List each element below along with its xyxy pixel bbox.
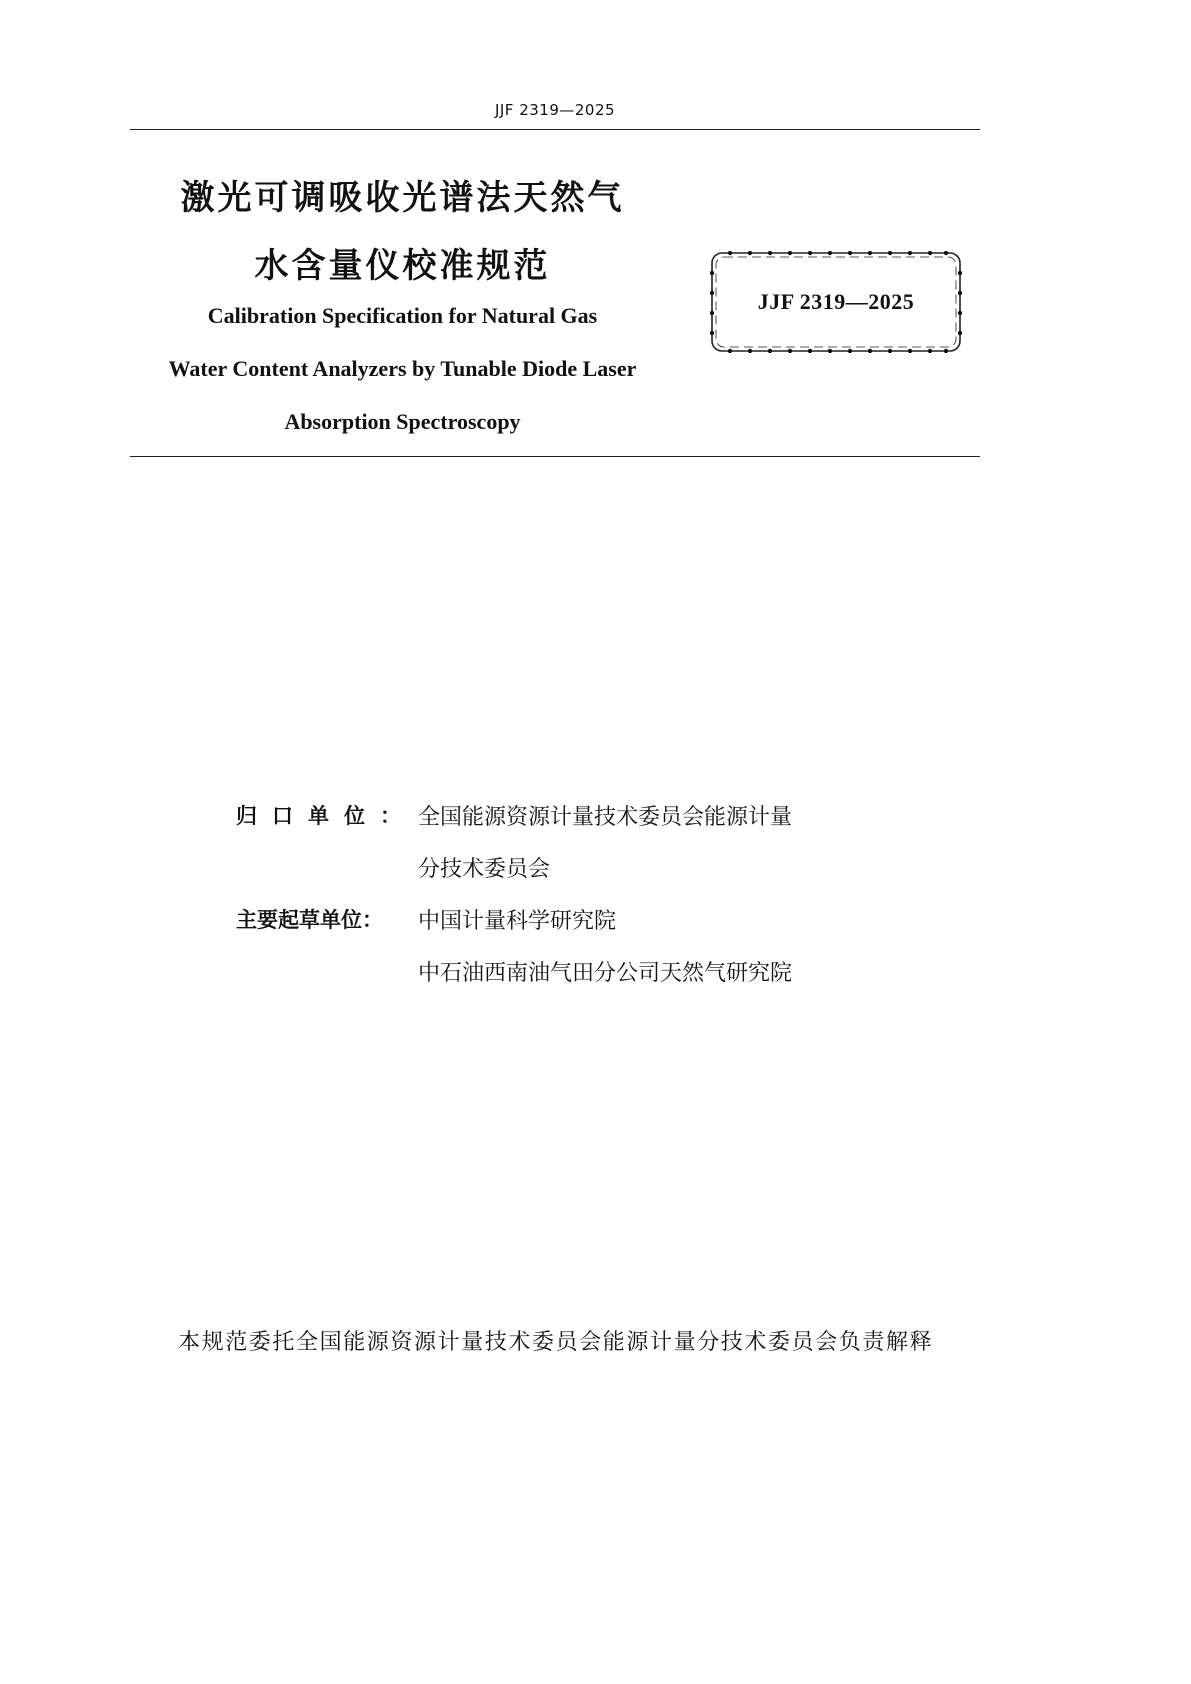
title-english-line-1: Calibration Specification for Natural Gas bbox=[207, 303, 598, 328]
specification-code-box bbox=[710, 251, 962, 353]
title-chinese-line-2: 水含量仪校准规范 bbox=[254, 246, 551, 286]
interpretation-note: 本规范委托全国能源资源计量技术委员会能源计量分技术委员会负责解释 bbox=[178, 1330, 934, 1355]
specification-code: JJF 2319—2025 bbox=[757, 289, 915, 314]
bottom-rule bbox=[130, 456, 980, 457]
drafting-unit-label: 主要起草单位： bbox=[236, 908, 383, 932]
title-english-line-2: Water Content Analyzers by Tunable Diode Laser bbox=[168, 356, 637, 381]
title-chinese-line-1: 激光可调吸收光谱法天然气 bbox=[180, 178, 625, 218]
top-rule bbox=[130, 129, 980, 130]
title-english-line-3: Absorption Spectroscopy bbox=[284, 409, 521, 434]
responsible-unit-line-1: 全国能源资源计量技术委员会能源计量 bbox=[418, 805, 793, 830]
responsible-unit-line-2: 分技术委员会 bbox=[418, 857, 551, 882]
running-header-code: JJF 2319—2025 bbox=[494, 101, 616, 119]
drafting-unit-line-1: 中国计量科学研究院 bbox=[418, 909, 617, 934]
drafting-unit-line-2: 中石油西南油气田分公司天然气研究院 bbox=[418, 961, 793, 986]
responsible-unit-label: 归口单位： bbox=[236, 804, 401, 828]
